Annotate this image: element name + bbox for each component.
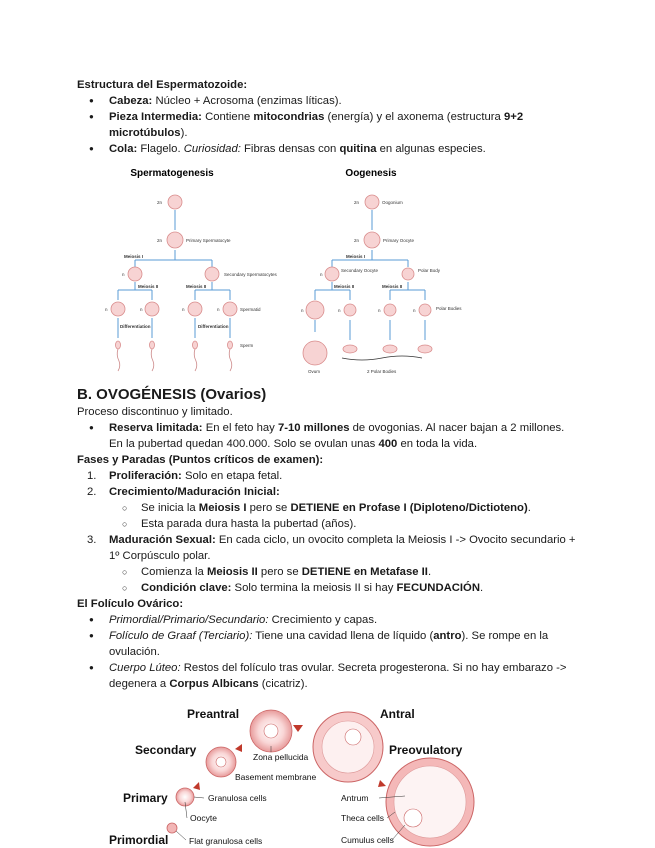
- spermatid-cell: [188, 302, 202, 316]
- stage-label: Meiosis II: [186, 284, 207, 289]
- ploidy-label: 2n: [354, 200, 360, 205]
- list-item: ○ Comienza la Meiosis II pero se DETIENE en Metafase II.: [77, 564, 577, 580]
- sperm-head: [150, 341, 155, 349]
- polar-body-cell: [418, 345, 432, 353]
- ploidy-label: n: [122, 272, 125, 277]
- spermatid-cell: [223, 302, 237, 316]
- list-item: ● Cuerpo Lúteo: Restos del folículo tras ovular. Secreta progesterona. Si no hay embarazo -> degenera a Corpus Albicans (cicatriz).: [77, 660, 577, 692]
- follicle-list: [77, 612, 577, 692]
- list-item: ○ Condición clave: Solo termina la meiosis II si hay FECUNDACIÓN.: [77, 580, 577, 596]
- stage-label: Meiosis I: [346, 254, 366, 259]
- antrum-label: Antrum: [341, 793, 369, 803]
- cell-label: Ovum: [308, 369, 321, 374]
- stage-label: Differentiation: [120, 324, 151, 329]
- primary-spermatocyte-cell: [167, 232, 183, 248]
- follicle-figure: [105, 700, 485, 848]
- ploidy-label: n: [320, 272, 323, 277]
- cell-label: Oogonium: [382, 200, 403, 205]
- list-item: ● Pieza Intermedia: Contiene mitocondrias (energía) y el axonema (estructura 9+2 microtúbulos).: [77, 109, 577, 141]
- reserve-list: [77, 420, 577, 452]
- polar-body-cell: [384, 304, 396, 316]
- zona-pellucida-label: Zona pellucida: [253, 752, 309, 762]
- section-intro: Proceso discontinuo y limitado.: [77, 406, 233, 418]
- ploidy-label: 2n: [157, 238, 163, 243]
- cell-label: Secondary Oocyte: [341, 268, 379, 273]
- stage-label: Differentiation: [198, 324, 229, 329]
- granulosa-cells-label: Granulosa cells: [208, 793, 267, 803]
- list-item: ● Primordial/Primario/Secundario: Crecimiento y capas.: [77, 612, 577, 628]
- list-item: 3. Maduración Sexual: En cada ciclo, un ovocito completa la Meiosis I -> Ovocito secundario + 1º Corpúsculo polar.: [87, 534, 576, 562]
- polar-body-cell: [344, 304, 356, 316]
- cell-label: Primary Spermatocyte: [186, 238, 231, 243]
- sperm-head: [116, 341, 121, 349]
- primary-label: Primary: [123, 791, 168, 805]
- ploidy-label: 2n: [157, 200, 163, 205]
- ploidy-label: n: [338, 308, 341, 313]
- polar-body-cell: [419, 304, 431, 316]
- secondary-label: Secondary: [135, 743, 197, 757]
- gametogenesis-figure: [100, 160, 480, 378]
- cell-label: Sperm: [240, 343, 254, 348]
- ovogenesis-section: [77, 386, 577, 692]
- ploidy-label: n: [182, 307, 185, 312]
- list-item: ● Cola: Flagelo. Curiosidad: Fibras densas con quitina en algunas especies.: [77, 141, 577, 157]
- phases-list: [77, 468, 577, 500]
- preovulatory-label: Preovulatory: [389, 743, 463, 757]
- preantral-label: Preantral: [187, 707, 240, 721]
- ploidy-label: n: [413, 308, 416, 313]
- ploidy-label: 2n: [354, 238, 360, 243]
- cell-label: Polar Body: [418, 268, 441, 273]
- list-item: ● Reserva limitada: En el feto hay 7-10 millones de ovogonias. Al nacer bajan a 2 millones. En la pubertad quedan 400.000. Solo se ovulan unas 400 en toda la vida.: [77, 420, 577, 452]
- oogenesis-title: Oogenesis: [345, 168, 397, 179]
- cumulus-cells-label: Cumulus cells: [341, 835, 394, 845]
- follicle-title: El Folículo Ovárico:: [77, 598, 184, 610]
- sperm-list: [77, 93, 577, 157]
- flat-granulosa-label: Flat granulosa cells: [189, 836, 263, 846]
- secondary-oocyte-cell: [325, 267, 339, 281]
- stage-label: Meiosis II: [138, 284, 159, 289]
- ploidy-label: n: [378, 308, 381, 313]
- list-item: ● Folículo de Graaf (Terciario): Tiene una cavidad llena de líquido (antro). Se rompe en la ovulación.: [77, 628, 577, 660]
- ploidy-label: n: [140, 307, 143, 312]
- ploidy-label: n: [301, 308, 304, 313]
- sperm-head: [228, 341, 233, 349]
- spermatid-cell: [145, 302, 159, 316]
- ploidy-label: n: [217, 307, 220, 312]
- phase2-sublist: [77, 500, 577, 532]
- sperm-section: [77, 77, 577, 157]
- phase3-sublist: [77, 564, 577, 596]
- primordial-label: Primordial: [109, 833, 169, 847]
- cell-label: Polar Bodies: [436, 306, 462, 311]
- sperm-head: [193, 341, 198, 349]
- list-item: 1. Proliferación: Solo en etapa fetal.: [87, 470, 283, 482]
- cell-label: Primary Oocyte: [383, 238, 415, 243]
- oogonium-cell: [365, 195, 379, 209]
- cell-label: Spermatid: [240, 307, 261, 312]
- list-item: ○ Esta parada dura hasta la pubertad (años).: [77, 516, 577, 532]
- spermatogenesis-title: Spermatogenesis: [130, 168, 214, 179]
- cell-label: 2 Polar Bodies: [367, 369, 397, 374]
- stage-label: Meiosis II: [382, 284, 403, 289]
- ootid-cell: [306, 301, 324, 319]
- polar-body-cell: [343, 345, 357, 353]
- oocyte-label: Oocyte: [190, 813, 217, 823]
- ovum-cell: [303, 341, 327, 365]
- polar-body-cell: [402, 268, 414, 280]
- ploidy-label: n: [105, 307, 108, 312]
- list-item: 2. Crecimiento/Maduración Inicial:: [87, 486, 280, 498]
- section-heading: B. OVOGÉNESIS (Ovarios): [77, 386, 267, 403]
- secondary-spermatocyte-cell: [128, 267, 142, 281]
- list-item: ○ Se inicia la Meiosis I pero se DETIENE en Profase I (Diploteno/Dictioteno).: [77, 500, 577, 516]
- theca-cells-label: Theca cells: [341, 813, 384, 823]
- stage-label: Meiosis II: [334, 284, 355, 289]
- stage-label: Meiosis I: [124, 254, 144, 259]
- list-item: ● Cabeza: Núcleo + Acrosoma (enzimas líticas).: [77, 93, 577, 109]
- phases-list: [77, 532, 577, 564]
- primordial-follicle: [167, 823, 177, 833]
- antral-label: Antral: [380, 707, 415, 721]
- secondary-spermatocyte-cell: [205, 267, 219, 281]
- phases-title: Fases y Paradas (Puntos críticos de examen):: [77, 454, 324, 466]
- spermatid-cell: [111, 302, 125, 316]
- spermatogonium-cell: [168, 195, 182, 209]
- cell-label: Secondary Spermatocytes: [224, 272, 277, 277]
- polar-body-cell: [383, 345, 397, 353]
- sperm-title: Estructura del Espermatozoide:: [77, 79, 248, 91]
- primary-oocyte-cell: [364, 232, 380, 248]
- basement-membrane-label: Basement membrane: [235, 772, 317, 782]
